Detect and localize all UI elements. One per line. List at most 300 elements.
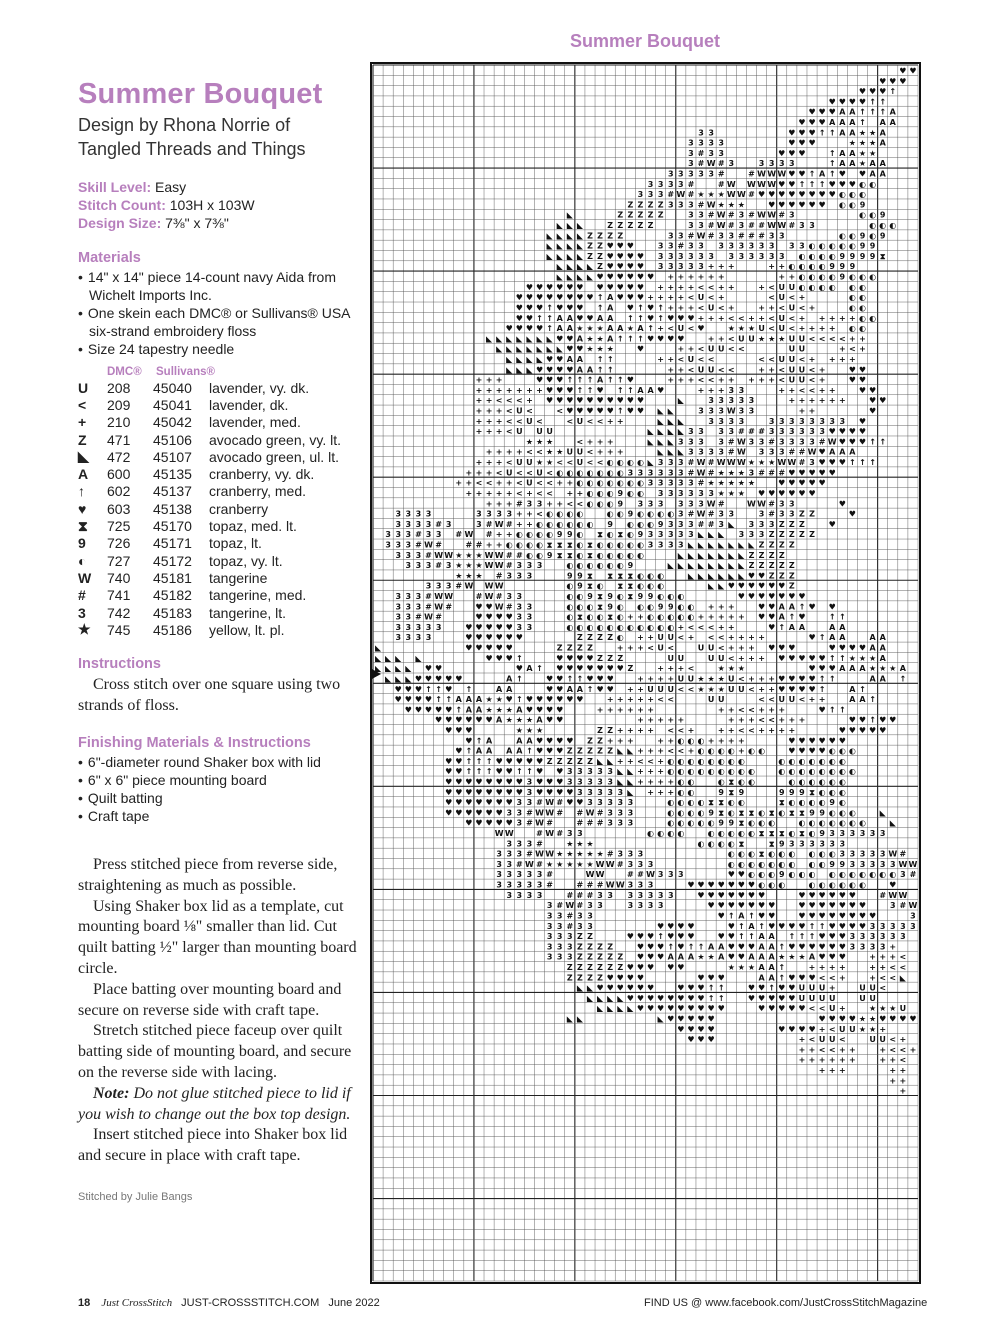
chart-stitch-symbol: 3 (688, 262, 694, 272)
chart-stitch-symbol: 3 (627, 798, 634, 808)
chart-stitch-symbol: Z (647, 200, 654, 210)
chart-stitch-symbol: ◐ (838, 777, 846, 787)
chart-stitch-symbol: ↑ (697, 942, 705, 952)
chart-stitch-symbol: # (435, 612, 442, 622)
chart-stitch-symbol: # (515, 859, 523, 869)
chart-stitch-symbol: ↑ (828, 612, 836, 622)
chart-stitch-symbol: ↑ (818, 633, 826, 643)
chart-stitch-symbol: ◐ (636, 550, 644, 560)
chart-stitch-symbol: ◣ (889, 818, 896, 828)
chart-stitch-symbol: + (637, 633, 644, 643)
chart-stitch-symbol: ♥ (525, 282, 534, 292)
chart-stitch-symbol: ↑ (778, 962, 786, 972)
chart-stitch-symbol: U (738, 334, 745, 344)
chart-stitch-symbol: Z (637, 210, 644, 220)
chart-stitch-symbol: ↑ (778, 942, 786, 952)
chart-stitch-symbol: ♥ (788, 468, 796, 478)
chart-stitch-symbol: + (606, 705, 614, 715)
chart-stitch-symbol: 3 (395, 509, 402, 519)
chart-stitch-symbol: A (566, 313, 573, 323)
chart-stitch-symbol: ♥ (788, 592, 796, 602)
chart-stitch-symbol: ♥ (566, 396, 574, 406)
chart-stitch-symbol: + (849, 313, 856, 323)
chart-stitch-symbol: ♥ (546, 385, 554, 395)
chart-stitch-symbol: U (707, 643, 715, 653)
chart-stitch-symbol: ↑ (465, 746, 473, 756)
chart-stitch-symbol: 3 (415, 561, 422, 571)
floss-key-row (78, 431, 358, 448)
chart-stitch-symbol: A (607, 293, 614, 303)
chart-stitch-symbol: ◐ (576, 468, 584, 478)
chart-stitch-symbol: ♥ (848, 179, 856, 189)
chart-stitch-symbol: ◐ (828, 756, 836, 766)
chart-stitch-symbol: ↑ (566, 674, 574, 684)
chart-stitch-symbol: ♥ (717, 901, 725, 911)
chart-stitch-symbol: + (798, 396, 806, 406)
chart-stitch-symbol: + (879, 962, 887, 972)
chart-stitch-symbol: Z (607, 633, 614, 643)
chart-stitch-symbol: + (717, 725, 725, 735)
chart-stitch-symbol: ♥ (515, 777, 523, 787)
chart-stitch-symbol: ♥ (465, 725, 473, 735)
chart-stitch-symbol: 9 (577, 571, 583, 581)
chart-stitch-symbol: + (495, 416, 503, 426)
chart-stitch-symbol: + (606, 736, 614, 746)
chart-stitch-symbol: 3 (516, 839, 523, 849)
page-header-title: Summer Bouquet (569, 31, 720, 51)
chart-stitch-symbol: + (727, 303, 735, 313)
chart-stitch-symbol: ◣ (667, 447, 674, 457)
chart-stitch-symbol: ♥ (576, 303, 584, 313)
chart-stitch-symbol: 3 (637, 890, 644, 900)
chart-stitch-symbol: ★ (556, 447, 564, 457)
chart-stitch-symbol: + (627, 695, 634, 705)
chart-stitch-symbol: # (768, 468, 776, 478)
chart-stitch-symbol: + (879, 952, 887, 962)
chart-stitch-symbol: A (869, 159, 876, 169)
chart-stitch-symbol: ↑ (738, 921, 745, 931)
chart-stitch-symbol: ↑ (606, 354, 614, 364)
chart-stitch-symbol: A (788, 622, 795, 632)
chart-stitch-symbol: # (768, 499, 776, 509)
chart-stitch-symbol: Z (597, 241, 603, 251)
chart-stitch-symbol: ★ (747, 478, 756, 488)
chart-stitch-symbol: 3 (637, 468, 644, 478)
chart-stitch-symbol: 3 (647, 901, 654, 911)
chart-stitch-symbol: < (505, 406, 513, 416)
chart-stitch-symbol: ♥ (505, 633, 513, 643)
chart-stitch-symbol: + (596, 437, 604, 447)
chart-stitch-symbol: ⧗ (597, 530, 603, 540)
chart-stitch-symbol: ★ (848, 138, 856, 148)
chart-stitch-symbol: ◐ (636, 581, 644, 591)
floss-symbol: W (78, 569, 92, 586)
chart-stitch-symbol: W (494, 550, 504, 560)
chart-stitch-symbol: Z (768, 550, 775, 560)
chart-stitch-symbol: ↑ (576, 385, 584, 395)
chart-stitch-symbol: ⧗ (556, 550, 563, 560)
chart-stitch-symbol: 3 (718, 231, 724, 241)
chart-stitch-symbol: ◣ (395, 653, 402, 663)
chart-stitch-symbol: 3 (667, 200, 674, 210)
chart-stitch-symbol: + (657, 664, 664, 674)
chart-stitch-symbol: ◐ (606, 478, 614, 488)
chart-stitch-symbol: 3 (859, 859, 866, 869)
color-name: tangerine, lt. (209, 604, 287, 621)
chart-stitch-symbol: ◐ (838, 241, 846, 251)
chart-stitch-symbol: ♥ (465, 736, 473, 746)
chart-stitch-symbol: 9 (859, 251, 866, 261)
color-name: cranberry (209, 500, 269, 517)
chart-stitch-symbol: ◐ (505, 540, 513, 550)
chart-stitch-symbol: 3 (627, 849, 634, 859)
chart-stitch-symbol: + (667, 664, 675, 674)
color-name: lavender, med. (209, 414, 301, 431)
chart-stitch-symbol: < (707, 633, 715, 643)
chart-stitch-symbol: A (879, 633, 886, 643)
chart-stitch-symbol: ↑ (717, 983, 725, 993)
chart-stitch-symbol: ◣ (697, 550, 705, 560)
chart-stitch-symbol: ◐ (848, 324, 856, 334)
chart-stitch-symbol: ♥ (828, 643, 836, 653)
chart-stitch-symbol: # (748, 427, 755, 437)
chart-stitch-symbol: + (485, 447, 493, 457)
chart-stitch-symbol: ♥ (798, 674, 806, 684)
chart-stitch-symbol: ♥ (727, 952, 735, 962)
chart-stitch-symbol: ♥ (808, 736, 816, 746)
chart-stitch-symbol: ◐ (818, 251, 826, 261)
chart-stitch-symbol: ◐ (596, 550, 604, 560)
chart-stitch-symbol: ♥ (646, 303, 655, 313)
chart-stitch-symbol: + (677, 282, 685, 292)
chart-stitch-symbol: ♥ (778, 1004, 786, 1014)
chart-stitch-symbol: ◣ (728, 550, 735, 560)
chart-stitch-symbol: ◐ (677, 612, 685, 622)
chart-stitch-symbol: 3 (748, 406, 755, 416)
chart-stitch-symbol: + (889, 1055, 897, 1065)
chart-stitch-symbol: Z (627, 200, 634, 210)
chart-stitch-symbol: # (505, 550, 513, 560)
chart-stitch-symbol: ◐ (596, 622, 604, 632)
chart-stitch-symbol: ⧗ (809, 787, 815, 797)
chart-stitch-symbol: Z (768, 530, 775, 540)
chart-stitch-symbol: ↑ (828, 128, 836, 138)
chart-stitch-symbol: ★ (737, 200, 745, 210)
chart-stitch-symbol: + (687, 746, 695, 756)
chart-stitch-symbol: ↑ (435, 684, 442, 694)
chart-stitch-symbol: + (505, 499, 513, 509)
chart-stitch-symbol: U (667, 633, 674, 643)
chart-stitch-symbol: ♥ (414, 705, 423, 715)
chart-stitch-symbol: ♥ (757, 488, 766, 498)
chart-stitch-symbol: ♥ (586, 293, 594, 303)
chart-stitch-symbol: A (879, 169, 886, 179)
chart-stitch-symbol: Z (566, 643, 573, 653)
chart-stitch-symbol: ♥ (717, 932, 725, 942)
chart-stitch-symbol: ♥ (788, 148, 796, 158)
chart-stitch-symbol: ♥ (515, 313, 523, 323)
chart-stitch-symbol: 3 (637, 849, 644, 859)
chart-stitch-symbol: ♥ (828, 890, 836, 900)
chart-stitch-symbol: ♥ (657, 942, 665, 952)
chart-stitch-symbol: < (707, 622, 715, 632)
chart-stitch-symbol: < (485, 478, 493, 488)
chart-stitch-symbol: ♥ (778, 684, 786, 694)
chart-stitch-symbol: ★ (858, 653, 867, 663)
chart-stitch-symbol: U (818, 983, 826, 993)
chart-stitch-symbol: ◐ (566, 592, 574, 602)
chart-stitch-symbol: 3 (476, 509, 482, 519)
chart-stitch-symbol: < (748, 705, 755, 715)
chart-stitch-symbol: 3 (526, 561, 533, 571)
chart-stitch-symbol: W (494, 829, 504, 839)
chart-stitch-symbol: ♥ (455, 787, 463, 797)
chart-stitch-symbol: ◐ (616, 478, 624, 488)
chart-stitch-symbol: # (445, 602, 453, 612)
chart-stitch-symbol: # (707, 458, 715, 468)
chart-stitch-symbol: 3 (657, 251, 664, 261)
chart-stitch-symbol: + (717, 612, 725, 622)
chart-stitch-symbol: + (828, 1055, 836, 1065)
chart-stitch-symbol: 3 (667, 540, 674, 550)
chart-stitch-symbol: ♥ (808, 138, 816, 148)
chart-stitch-symbol: 3 (728, 396, 735, 406)
floss-key-row (78, 535, 358, 552)
chart-stitch-symbol: A (708, 942, 715, 952)
chart-stitch-symbol: U (788, 354, 796, 364)
chart-stitch-symbol: ♥ (737, 901, 745, 911)
chart-stitch-symbol: ◐ (828, 818, 836, 828)
chart-stitch-symbol: ★ (475, 550, 483, 560)
chart-stitch-symbol: ♥ (414, 684, 423, 694)
chart-stitch-symbol: W (434, 592, 444, 602)
chart-stitch-symbol: ♥ (515, 303, 523, 313)
chart-stitch-symbol: ♥ (556, 777, 564, 787)
chart-stitch-symbol: 3 (708, 138, 714, 148)
chart-stitch-symbol: ♥ (394, 695, 402, 705)
chart-stitch-symbol: ◐ (758, 746, 766, 756)
chart-stitch-symbol: ◐ (828, 787, 836, 797)
chart-stitch-symbol: ◐ (546, 530, 554, 540)
chart-stitch-symbol: W (726, 406, 736, 416)
chart-stitch-symbol: U (526, 458, 533, 468)
chart-stitch-symbol: ♥ (626, 272, 634, 282)
chart-stitch-symbol: 3 (718, 241, 724, 251)
chart-stitch-symbol: ◐ (808, 849, 816, 859)
chart-stitch-symbol: ↑ (526, 746, 533, 756)
chart-stitch-symbol: + (515, 519, 523, 529)
chart-stitch-symbol: < (697, 375, 705, 385)
chart-stitch-symbol: + (677, 622, 685, 632)
chart-stitch-symbol: + (475, 488, 483, 498)
chart-stitch-symbol: Z (566, 746, 573, 756)
chart-stitch-symbol: ♥ (737, 890, 745, 900)
chart-stitch-symbol: 3 (708, 169, 714, 179)
chart-stitch-symbol: ◐ (788, 870, 796, 880)
chart-stitch-symbol: U (778, 282, 785, 292)
chart-stitch-symbol: ♥ (828, 1014, 836, 1024)
chart-stitch-symbol: 3 (526, 777, 533, 787)
chart-stitch-symbol: ♥ (677, 1024, 685, 1034)
chart-stitch-symbol: ♥ (576, 664, 584, 674)
chart-stitch-symbol: ♥ (636, 962, 645, 972)
chart-stitch-symbol: ◐ (858, 870, 866, 880)
chart-stitch-symbol: ♥ (768, 190, 776, 200)
chart-stitch-symbol: + (647, 705, 654, 715)
finishing-instructions (78, 855, 358, 1167)
chart-stitch-symbol: ♥ (778, 921, 786, 931)
chart-stitch-symbol: + (727, 715, 735, 725)
chart-stitch-symbol: ◣ (617, 777, 624, 787)
chart-stitch-symbol: 3 (647, 190, 654, 200)
chart-stitch-symbol: ⧗ (728, 777, 735, 787)
chart-stitch-symbol: Z (587, 643, 593, 653)
chart-stitch-symbol: 3 (516, 798, 523, 808)
chart-stitch-symbol: + (738, 653, 745, 663)
chart-stitch-symbol: 3 (567, 767, 573, 777)
chart-stitch-symbol: A (849, 148, 856, 158)
chart-stitch-symbol: 3 (405, 602, 412, 612)
chart-stitch-symbol: 3 (819, 839, 825, 849)
chart-stitch-symbol: 3 (778, 509, 785, 519)
chart-stitch-symbol: 3 (849, 859, 856, 869)
chart-stitch-symbol: 3 (708, 447, 714, 457)
chart-stitch-symbol: ★ (586, 849, 594, 859)
chart-stitch-symbol: ♥ (566, 385, 574, 395)
chart-stitch-symbol: + (838, 1066, 846, 1076)
chart-stitch-symbol: ♥ (768, 612, 776, 622)
chart-stitch-symbol: ♥ (848, 1014, 856, 1024)
chart-stitch-symbol: + (758, 725, 765, 735)
chart-stitch-symbol: ♥ (566, 282, 574, 292)
chart-stitch-symbol: ◐ (717, 746, 725, 756)
floss-key-row (78, 587, 358, 604)
chart-stitch-symbol: ↑ (546, 324, 553, 334)
chart-stitch-symbol: ◐ (657, 612, 665, 622)
chart-stitch-symbol: ♥ (879, 87, 887, 97)
chart-stitch-symbol: ♥ (677, 983, 685, 993)
chart-stitch-symbol: ♥ (616, 293, 624, 303)
chart-stitch-symbol: 3 (879, 829, 886, 839)
chart-stitch-symbol: U (869, 1035, 876, 1045)
chart-stitch-symbol: 3 (688, 200, 694, 210)
chart-stitch-symbol: ♥ (768, 921, 776, 931)
chart-stitch-symbol: 3 (607, 808, 613, 818)
chart-stitch-symbol: ↑ (455, 705, 463, 715)
chart-stitch-symbol: + (727, 375, 735, 385)
chart-stitch-symbol: ♥ (535, 767, 544, 777)
chart-stitch-symbol: # (707, 210, 715, 220)
chart-stitch-symbol: ◐ (677, 767, 685, 777)
chart-stitch-symbol: ◣ (576, 272, 583, 282)
dmc-number: 210 (107, 414, 131, 431)
chart-stitch-symbol: Z (576, 746, 583, 756)
chart-stitch-symbol: + (616, 705, 624, 715)
chart-stitch-symbol: + (768, 674, 776, 684)
chart-stitch-symbol: + (657, 777, 664, 787)
chart-stitch-symbol: 3 (546, 911, 553, 921)
chart-stitch-symbol: + (768, 375, 776, 385)
chart-stitch-symbol: ◣ (607, 756, 614, 766)
chart-stitch-symbol: + (838, 1055, 846, 1065)
chart-stitch-symbol: ♥ (636, 942, 645, 952)
chart-stitch-symbol: ♥ (445, 705, 453, 715)
chart-stitch-symbol: ♥ (646, 1004, 655, 1014)
chart-stitch-symbol: Z (607, 221, 614, 231)
chart-stitch-symbol: 3 (435, 622, 442, 632)
chart-stitch-symbol: U (828, 993, 836, 1003)
chart-stitch-symbol: ★ (576, 839, 584, 849)
chart-stitch-symbol: 3 (809, 839, 815, 849)
chart-stitch-symbol: ◐ (808, 870, 816, 880)
chart-stitch-symbol: < (717, 365, 725, 375)
chart-stitch-symbol: ★ (858, 148, 867, 158)
chart-stitch-symbol: # (566, 911, 574, 921)
chart-stitch-symbol: + (495, 499, 503, 509)
chart-stitch-symbol: # (415, 540, 422, 550)
chart-stitch-symbol: # (576, 880, 584, 890)
chart-stitch-symbol: ◐ (606, 499, 614, 509)
chart-stitch-symbol: ♥ (586, 674, 594, 684)
chart-stitch-symbol: # (677, 241, 685, 251)
chart-stitch-symbol: 9 (839, 262, 846, 272)
chart-stitch-symbol: W (736, 437, 746, 447)
chart-stitch-symbol: ★ (465, 561, 473, 571)
sullivans-number: 45186 (153, 621, 192, 638)
chart-stitch-symbol: + (485, 396, 493, 406)
chart-stitch-symbol: + (556, 499, 564, 509)
chart-stitch-symbol: ↑ (879, 97, 887, 107)
chart-stitch-symbol: ⧗ (708, 798, 714, 808)
chart-stitch-symbol: ◐ (818, 767, 826, 777)
chart-stitch-symbol: ◣ (647, 427, 654, 437)
chart-stitch-symbol: Z (799, 509, 805, 519)
chart-stitch-symbol: + (818, 375, 826, 385)
chart-stitch-symbol: A (849, 684, 856, 694)
chart-stitch-symbol: W (716, 458, 726, 468)
chart-stitch-symbol: 3 (758, 159, 765, 169)
chart-stitch-symbol: + (495, 458, 503, 468)
chart-stitch-symbol: ◐ (838, 787, 846, 797)
chart-stitch-symbol: Z (576, 633, 583, 643)
chart-stitch-symbol: ◣ (556, 344, 563, 354)
chart-stitch-symbol: ◐ (636, 478, 644, 488)
chart-stitch-symbol: ♥ (455, 777, 463, 787)
chart-stitch-symbol: ↑ (828, 705, 836, 715)
chart-stitch-symbol: ♥ (657, 1004, 665, 1014)
chart-stitch-symbol: ♥ (747, 983, 756, 993)
chart-stitch-symbol: ◐ (647, 509, 655, 519)
chart-stitch-symbol: + (768, 365, 776, 375)
chart-stitch-symbol: ♥ (556, 334, 564, 344)
chart-stitch-symbol: ♥ (687, 1004, 695, 1014)
chart-stitch-symbol: ◣ (586, 262, 594, 272)
chart-stitch-symbol: 3 (496, 859, 502, 869)
chart-stitch-symbol: 3 (778, 499, 785, 509)
chart-stitch-symbol: 3 (516, 561, 523, 571)
chart-stitch-symbol: 3 (879, 921, 886, 931)
chart-stitch-symbol: ♥ (697, 890, 705, 900)
chart-stitch-symbol: U (687, 674, 695, 684)
chart-stitch-symbol: ♥ (546, 736, 554, 746)
chart-stitch-symbol: ◐ (828, 282, 836, 292)
chart-stitch-symbol: W (484, 561, 494, 571)
floss-key-row (78, 500, 358, 517)
chart-stitch-symbol: # (556, 901, 564, 911)
chart-stitch-symbol: ◐ (778, 767, 786, 777)
chart-stitch-symbol: ◐ (818, 880, 826, 890)
chart-stitch-symbol: ◐ (556, 468, 564, 478)
